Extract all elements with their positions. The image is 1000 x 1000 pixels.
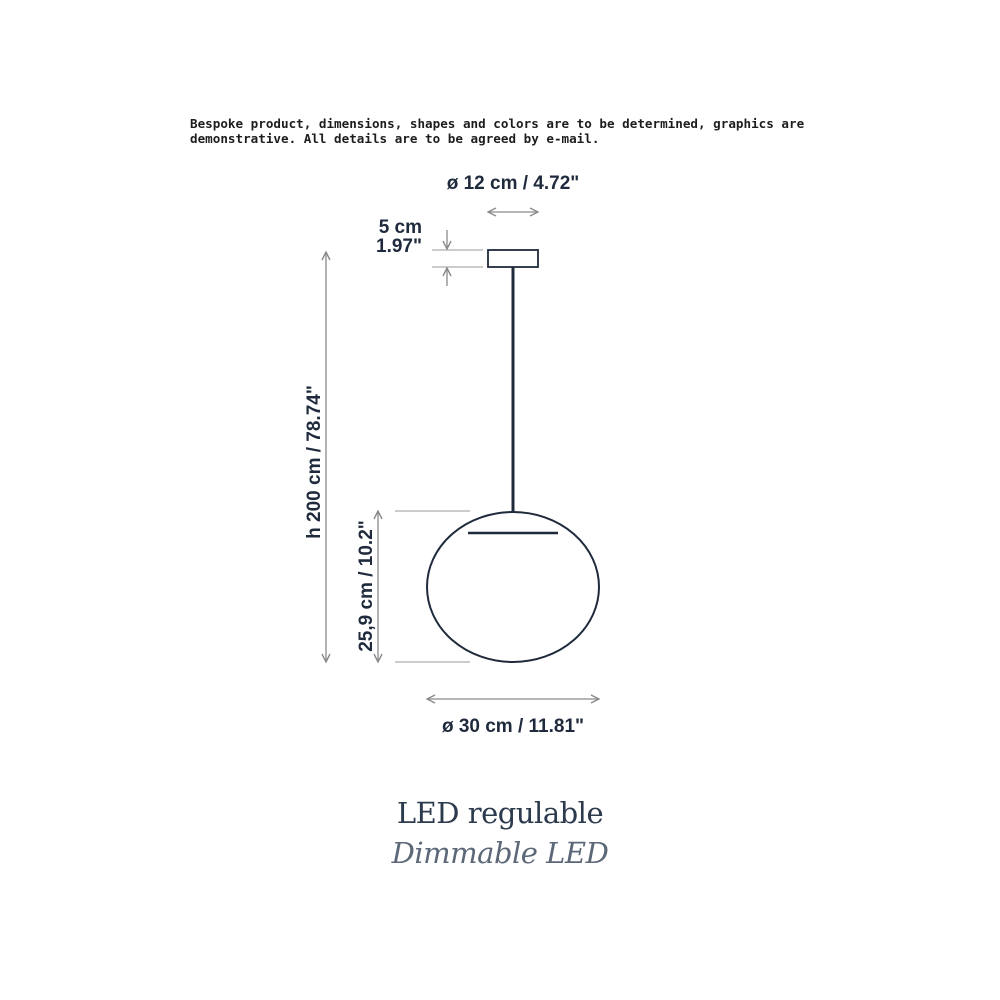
caption-english: Dimmable LED xyxy=(391,836,609,870)
total-height-label: h 200 cm / 78.74" xyxy=(304,385,325,539)
globe-shade xyxy=(427,512,599,662)
canopy-height-cm-label: 5 cm xyxy=(378,217,422,238)
canopy-height-in-label: 1.97" xyxy=(376,236,422,257)
caption-spanish: LED regulable xyxy=(396,796,604,830)
canopy-diameter-label: ø 12 cm / 4.72" xyxy=(446,173,580,194)
disclaimer-line-2: demonstrative. All details are to be agreed by e-mail. xyxy=(190,131,600,146)
shade-diameter-label: ø 30 cm / 11.81" xyxy=(441,716,585,737)
ceiling-canopy xyxy=(488,250,538,267)
disclaimer-line-1: Bespoke product, dimensions, shapes and colors are to be determined, graphics are xyxy=(190,116,805,131)
shade-height-label: 25,9 cm / 10.2" xyxy=(356,520,377,652)
